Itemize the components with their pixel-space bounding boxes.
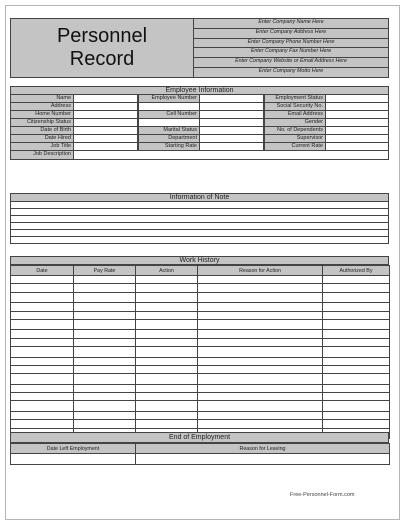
field-label — [138, 119, 200, 127]
work-history-cell[interactable] — [198, 384, 323, 392]
field-label: Date of Birth — [10, 127, 74, 135]
work-history-cell[interactable] — [74, 347, 136, 357]
note-line[interactable] — [10, 223, 389, 230]
work-history-cell[interactable] — [323, 292, 390, 302]
work-history-cell[interactable] — [11, 284, 74, 292]
work-history-cell[interactable] — [323, 330, 390, 338]
work-history-cell[interactable] — [198, 420, 323, 428]
field-input[interactable] — [326, 127, 389, 135]
field-input[interactable] — [74, 135, 138, 143]
work-history-cell[interactable] — [198, 401, 323, 411]
company-phone-field[interactable]: Enter Company Phone Number Here — [194, 39, 389, 49]
work-history-section — [10, 256, 389, 439]
work-history-cell[interactable] — [11, 276, 74, 284]
work-history-cell[interactable] — [136, 401, 198, 411]
section-title: Employee Information — [10, 86, 389, 95]
work-history-cell[interactable] — [323, 338, 390, 346]
company-website-field[interactable]: Enter Company Website or Email Address Here — [194, 58, 389, 68]
work-history-cell[interactable] — [74, 276, 136, 284]
form-header — [10, 18, 389, 78]
company-name-field[interactable]: Enter Company Name Here — [194, 18, 389, 29]
work-history-cell[interactable] — [323, 374, 390, 384]
work-history-cell[interactable] — [11, 292, 74, 302]
work-history-cell[interactable] — [74, 319, 136, 329]
field-input[interactable] — [200, 119, 264, 127]
field-label: Supervisor — [264, 135, 326, 143]
work-history-cell[interactable] — [11, 365, 74, 373]
work-history-cell[interactable] — [323, 284, 390, 292]
work-history-row — [11, 374, 390, 384]
field-input[interactable] — [326, 95, 389, 103]
work-history-row — [11, 357, 390, 365]
work-history-cell[interactable] — [198, 347, 323, 357]
work-history-cell[interactable] — [323, 393, 390, 401]
note-line[interactable] — [10, 237, 389, 244]
company-motto-field[interactable]: Enter Company Motto Here — [194, 68, 389, 78]
work-history-cell[interactable] — [74, 384, 136, 392]
work-history-cell[interactable] — [323, 311, 390, 319]
work-history-row — [11, 411, 390, 419]
field-input[interactable] — [74, 103, 138, 111]
field-label: Marital Status — [138, 127, 200, 135]
field-input[interactable] — [74, 143, 138, 151]
work-history-row — [11, 319, 390, 329]
field-label: Gender — [264, 119, 326, 127]
work-history-cell[interactable] — [136, 284, 198, 292]
work-history-cell[interactable] — [198, 357, 323, 365]
section-title: End of Employment — [10, 432, 389, 443]
field-label: Date Hired — [10, 135, 74, 143]
field-input[interactable] — [74, 127, 138, 135]
work-history-cell[interactable] — [136, 338, 198, 346]
col-date-left: Date Left Employment — [11, 444, 136, 454]
work-history-cell[interactable] — [136, 374, 198, 384]
work-history-row — [11, 365, 390, 373]
work-history-row — [11, 276, 390, 284]
field-label: Employment Status — [264, 95, 326, 103]
col-pay-rate: Pay Rate — [74, 266, 136, 276]
work-history-cell[interactable] — [136, 393, 198, 401]
work-history-cell[interactable] — [136, 311, 198, 319]
work-history-cell[interactable] — [198, 276, 323, 284]
work-history-cell[interactable] — [136, 420, 198, 428]
work-history-cell[interactable] — [74, 330, 136, 338]
employee-row — [10, 95, 389, 103]
field-label: Citizenship Status — [10, 119, 74, 127]
title-line-1: Personnel — [56, 25, 148, 47]
work-history-cell[interactable] — [11, 311, 74, 319]
work-history-cell[interactable] — [136, 365, 198, 373]
section-title: Work History — [10, 256, 389, 265]
work-history-cell[interactable] — [74, 292, 136, 302]
work-history-cell[interactable] — [198, 393, 323, 401]
col-action: Action — [136, 266, 198, 276]
field-input[interactable] — [326, 111, 389, 119]
work-history-cell[interactable] — [74, 311, 136, 319]
work-history-cell[interactable] — [323, 365, 390, 373]
employee-row — [10, 143, 389, 151]
work-history-cell[interactable] — [11, 411, 74, 419]
field-input[interactable] — [74, 119, 138, 127]
work-history-cell[interactable] — [11, 384, 74, 392]
work-history-row — [11, 284, 390, 292]
work-history-row — [11, 303, 390, 311]
field-label: Employee Number — [138, 95, 200, 103]
work-history-cell[interactable] — [11, 401, 74, 411]
note-line[interactable] — [10, 202, 389, 209]
field-input[interactable] — [74, 111, 138, 119]
work-history-cell[interactable] — [74, 357, 136, 365]
note-line[interactable] — [10, 209, 389, 216]
work-history-row — [11, 393, 390, 401]
work-history-row — [11, 384, 390, 392]
work-history-cell[interactable] — [11, 357, 74, 365]
col-reason-for-leaving: Reason for Leaving — [136, 444, 390, 454]
end-of-employment-section — [10, 432, 389, 465]
field-label: Starting Rate — [138, 143, 200, 151]
col-date: Date — [11, 266, 74, 276]
field-input[interactable] — [200, 143, 264, 151]
work-history-cell[interactable] — [198, 338, 323, 346]
work-history-cell[interactable] — [74, 284, 136, 292]
employee-row — [10, 135, 389, 143]
work-history-cell[interactable] — [11, 393, 74, 401]
footer-credit: Free-Personnel-Form.com — [290, 492, 355, 498]
job-description-row — [10, 151, 389, 160]
work-history-cell[interactable] — [136, 319, 198, 329]
work-history-cell[interactable] — [11, 374, 74, 384]
work-history-cell[interactable] — [11, 303, 74, 311]
field-input[interactable] — [74, 95, 138, 103]
field-label: Home Number — [10, 111, 74, 119]
job-description-label: Job Description — [10, 151, 74, 160]
work-history-cell[interactable] — [323, 303, 390, 311]
work-history-cell[interactable] — [136, 330, 198, 338]
work-history-cell[interactable] — [74, 365, 136, 373]
work-history-cell[interactable] — [11, 347, 74, 357]
work-history-cell[interactable] — [74, 401, 136, 411]
work-history-cell[interactable] — [11, 420, 74, 428]
field-label: Name — [10, 95, 74, 103]
information-of-note-section — [10, 193, 389, 244]
work-history-cell[interactable] — [74, 303, 136, 311]
end-employment-table — [10, 443, 390, 465]
work-history-cell[interactable] — [74, 338, 136, 346]
employee-row — [10, 111, 389, 119]
field-input[interactable] — [326, 103, 389, 111]
work-history-cell[interactable] — [11, 319, 74, 329]
work-history-cell[interactable] — [198, 303, 323, 311]
company-info — [194, 18, 389, 78]
field-label: Department — [138, 135, 200, 143]
field-label: Current Rate — [264, 143, 326, 151]
work-history-cell[interactable] — [323, 347, 390, 357]
work-history-cell[interactable] — [323, 401, 390, 411]
section-title: Information of Note — [10, 193, 389, 202]
field-label: Address — [10, 103, 74, 111]
work-history-row — [11, 347, 390, 357]
work-history-cell[interactable] — [136, 276, 198, 284]
field-label: Cell Number — [138, 111, 200, 119]
date-left-field[interactable] — [11, 454, 136, 465]
field-label: No. of Dependents — [264, 127, 326, 135]
work-history-cell[interactable] — [136, 411, 198, 419]
note-line[interactable] — [10, 230, 389, 237]
field-label: Job Title — [10, 143, 74, 151]
field-input[interactable] — [200, 135, 264, 143]
work-history-cell[interactable] — [74, 374, 136, 384]
work-history-cell[interactable] — [74, 393, 136, 401]
employee-information-section — [10, 86, 389, 160]
work-history-cell[interactable] — [198, 311, 323, 319]
work-history-cell[interactable] — [198, 365, 323, 373]
work-history-cell[interactable] — [11, 330, 74, 338]
note-line[interactable] — [10, 216, 389, 223]
work-history-cell[interactable] — [198, 292, 323, 302]
work-history-cell[interactable] — [323, 384, 390, 392]
field-input[interactable] — [200, 111, 264, 119]
field-label: Social Security No. — [264, 103, 326, 111]
employee-row — [10, 127, 389, 135]
field-input[interactable] — [326, 135, 389, 143]
work-history-cell[interactable] — [198, 374, 323, 384]
form-title — [10, 18, 194, 78]
employee-row — [10, 119, 389, 127]
work-history-cell[interactable] — [136, 347, 198, 357]
work-history-cell[interactable] — [136, 303, 198, 311]
work-history-table — [10, 265, 390, 439]
work-history-cell[interactable] — [136, 384, 198, 392]
work-history-cell[interactable] — [323, 276, 390, 284]
job-description-field[interactable] — [74, 151, 389, 160]
company-fax-field[interactable]: Enter Company Fax Number Here — [194, 48, 389, 58]
col-authorized-by: Authorized By — [323, 266, 390, 276]
work-history-row — [11, 420, 390, 428]
title-line-2: Record — [69, 48, 135, 70]
work-history-cell[interactable] — [198, 284, 323, 292]
employee-row — [10, 103, 389, 111]
work-history-cell[interactable] — [198, 330, 323, 338]
work-history-row — [11, 292, 390, 302]
company-address-field[interactable]: Enter Company Address Here — [194, 29, 389, 39]
work-history-row — [11, 401, 390, 411]
work-history-row — [11, 311, 390, 319]
field-label — [138, 103, 200, 111]
work-history-cell[interactable] — [136, 292, 198, 302]
work-history-cell[interactable] — [74, 420, 136, 428]
field-input[interactable] — [200, 95, 264, 103]
work-history-cell[interactable] — [74, 411, 136, 419]
work-history-cell[interactable] — [11, 338, 74, 346]
work-history-cell[interactable] — [136, 357, 198, 365]
field-input[interactable] — [326, 143, 389, 151]
reason-for-leaving-field[interactable] — [136, 454, 390, 465]
work-history-cell[interactable] — [323, 411, 390, 419]
work-history-cell[interactable] — [323, 319, 390, 329]
work-history-cell[interactable] — [323, 420, 390, 428]
col-reason-for-action: Reason for Action — [198, 266, 323, 276]
work-history-cell[interactable] — [323, 357, 390, 365]
work-history-row — [11, 330, 390, 338]
field-input[interactable] — [200, 103, 264, 111]
field-label: Email Address — [264, 111, 326, 119]
work-history-cell[interactable] — [198, 411, 323, 419]
field-input[interactable] — [200, 127, 264, 135]
work-history-cell[interactable] — [198, 319, 323, 329]
work-history-row — [11, 338, 390, 346]
field-input[interactable] — [326, 119, 389, 127]
